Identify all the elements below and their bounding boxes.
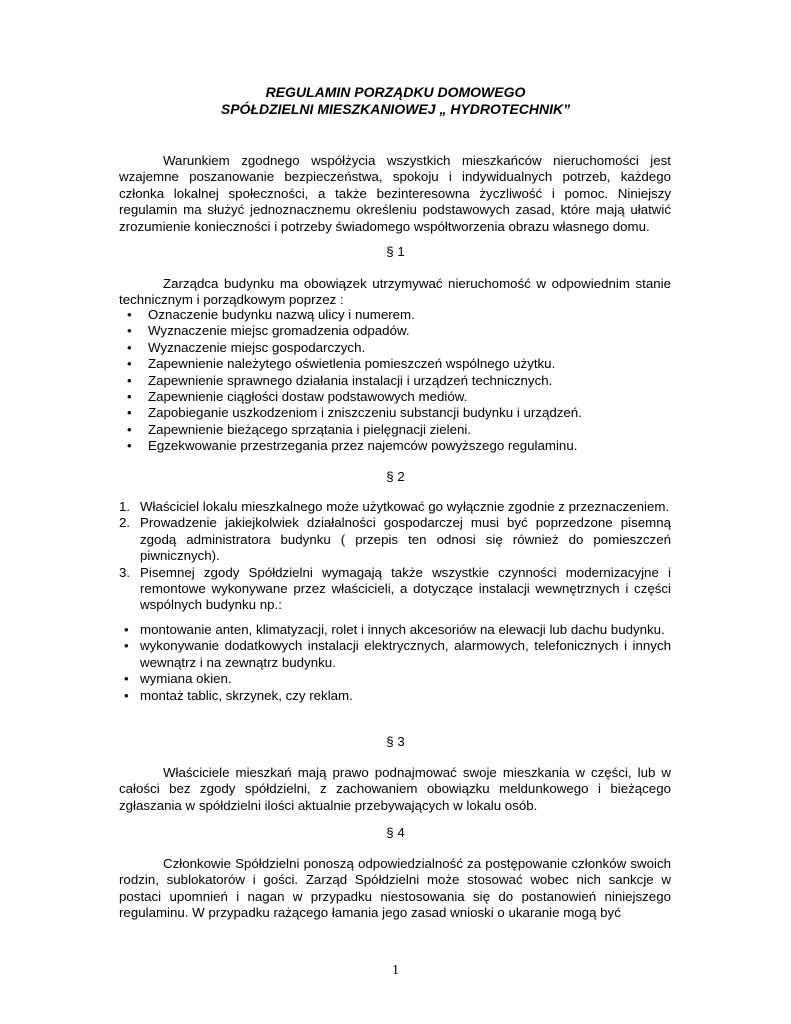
list-item: • montowanie anten, klimatyzacji, rolet i innych akcesoriów na elewacji lub dachu budynku. bbox=[119, 622, 671, 638]
list-item bbox=[119, 515, 671, 564]
section-2-numbered-list bbox=[119, 499, 671, 614]
section-4-heading: § 4 bbox=[386, 825, 405, 840]
list-item: • Wyznaczenie miejsc gospodarczych. bbox=[119, 340, 671, 356]
document-title-line-2: SPÓŁDZIELNI MIESZKANIOWEJ „ HYDROTECHNIK” bbox=[220, 101, 571, 117]
section-4-paragraph: Członkowie Spółdzielni ponoszą odpowiedzialność za postępowanie członków swoich rodzin, sublokatorów i gości. Zarząd Spółdzielni może stosować wobec nich sankcje w postaci upomnień i nagan w przypadku niestosowania się do postanowień niniejszego regulaminu. W przypadku rażącego łamania jego zasad wnioski o ukaranie mogą być bbox=[119, 856, 671, 921]
document-title-line-1: REGULAMIN PORZĄDKU DOMOWEGO bbox=[265, 84, 526, 100]
section-3-heading: § 3 bbox=[386, 734, 405, 749]
list-item-text: Prowadzenie jakiejkolwiek działalności gospodarczej musi być poprzedzone pisemną zgodą administratora budynku ( przepis ten odnosi się również do pomieszczeń piwnicznych). bbox=[140, 515, 671, 564]
list-item-text: Pisemnej zgody Spółdzielni wymagają także wszystkie czynności modernizacyjne i remontowe wykonywane przez właścicieli, a dotyczące instalacji wewnętrznych i części wspólnych budynku np.: bbox=[140, 564, 671, 613]
list-item: • Zapewnienie ciągłości dostaw podstawowych mediów. bbox=[119, 389, 671, 405]
list-item: • wymiana okien. bbox=[119, 671, 671, 687]
intro-paragraph: Warunkiem zgodnego współżycia wszystkich mieszkańców nieruchomości jest wzajemne poszanowanie bezpieczeństwa, spokoju i indywidualnych potrzeb, każdego członka lokalnej społeczności, a także bezinteresowna życzliwość i pomoc. Niniejszy regulamin ma służyć jednoznacznemu określeniu podstawowych zasad, które mają ułatwić zrozumienie konieczności i potrzeby świadomego współtworzenia obrazu własnego domu. bbox=[119, 153, 671, 234]
list-item bbox=[119, 565, 671, 614]
list-item: • Zapewnienie należytego oświetlenia pomieszczeń wspólnego użytku. bbox=[119, 356, 671, 372]
list-item-number: 2. bbox=[119, 515, 131, 531]
list-item: • Zapobieganie uszkodzeniom i zniszczeniu substancji budynku i urządzeń. bbox=[119, 405, 671, 421]
list-item: • Egzekwowanie przestrzegania przez najemców powyższego regulaminu. bbox=[119, 438, 671, 454]
list-item: • Zapewnienie bieżącego sprzątania i pielęgnacji zieleni. bbox=[119, 422, 671, 438]
list-item: • Oznaczenie budynku nazwą ulicy i numerem. bbox=[119, 307, 671, 323]
list-item: • Wyznaczenie miejsc gromadzenia odpadów. bbox=[119, 323, 671, 339]
section-1-bullet-list bbox=[119, 307, 671, 455]
list-item bbox=[119, 499, 671, 515]
list-item: • montaż tablic, skrzynek, czy reklam. bbox=[119, 688, 671, 704]
page-number: 1 bbox=[392, 963, 399, 978]
section-2-heading: § 2 bbox=[386, 469, 405, 484]
section-1-intro: Zarządca budynku ma obowiązek utrzymywać nieruchomość w odpowiednim stanie technicznym i porządkowym poprzez : bbox=[119, 276, 671, 308]
list-item: • Zapewnienie sprawnego działania instalacji i urządzeń technicznych. bbox=[119, 373, 671, 389]
list-item-number: 3. bbox=[119, 564, 131, 580]
section-3-paragraph: Właściciele mieszkań mają prawo podnajmować swoje mieszkania w części, lub w całości bez zgody spółdzielni, z zachowaniem obowiązku meldunkowego i bieżącego zgłaszania w spółdzielni ilości aktualnie przebywających w lokalu osób. bbox=[119, 765, 671, 813]
section-2-bullet-list bbox=[119, 622, 671, 704]
list-item-text: Właściciel lokalu mieszkalnego może użytkować go wyłącznie zgodnie z przeznaczeniem. bbox=[140, 499, 670, 514]
section-1-heading: § 1 bbox=[386, 244, 405, 259]
list-item-number: 1. bbox=[119, 499, 131, 514]
list-item: • wykonywanie dodatkowych instalacji elektrycznych, alarmowych, telefonicznych i innych wewnątrz i na zewnątrz budynku. bbox=[119, 638, 671, 671]
